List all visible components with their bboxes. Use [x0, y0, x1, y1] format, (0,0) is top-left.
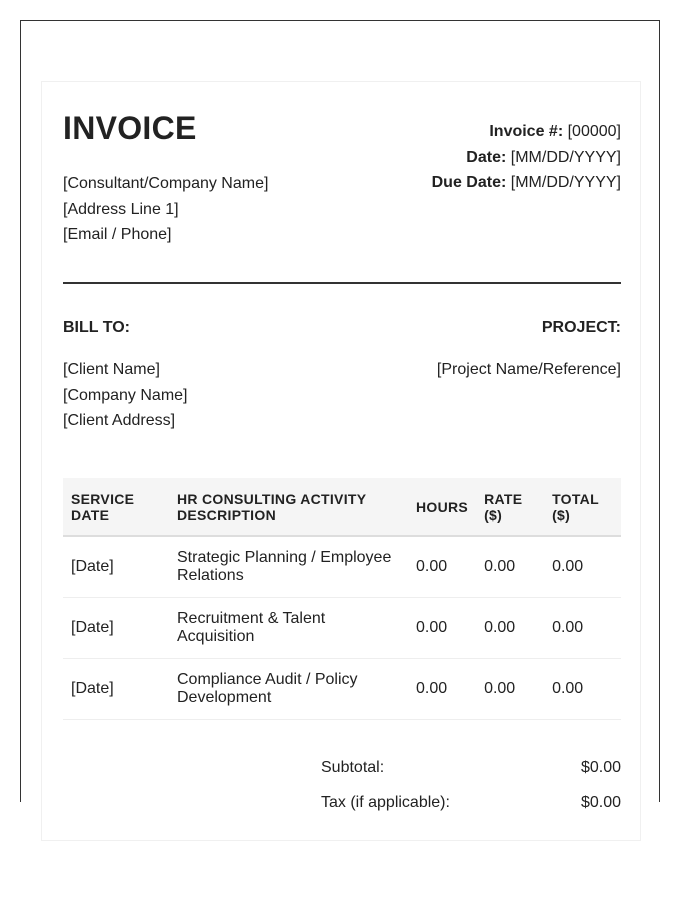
cell-date: [Date] [63, 659, 169, 720]
cell-date: [Date] [63, 536, 169, 598]
cell-rate: 0.00 [476, 659, 544, 720]
consultant-address: [Address Line 1] [63, 200, 179, 218]
cell-description: Compliance Audit / Policy Development [169, 659, 408, 720]
subtotal-label: Subtotal: [321, 759, 385, 776]
cell-date: [Date] [63, 598, 169, 659]
invoice-number-value: [00000] [567, 123, 621, 140]
tax-row [321, 793, 621, 828]
cell-description: Strategic Planning / Employee Relations [169, 536, 408, 598]
header-hours: HOURS [408, 478, 476, 536]
table-row [63, 598, 621, 659]
table-row [63, 659, 621, 720]
client-address: [Client Address] [63, 412, 176, 429]
header-rate: RATE ($) [476, 478, 544, 536]
invoice-sheet [41, 81, 641, 841]
client-name: [Client Name] [63, 361, 160, 378]
invoice-content [63, 108, 621, 811]
tax-value: $0.00 [580, 794, 621, 811]
header-total: TOTAL ($) [544, 478, 621, 536]
project-heading: PROJECT: [541, 319, 621, 336]
cell-rate: 0.00 [476, 598, 544, 659]
cell-hours: 0.00 [408, 659, 476, 720]
services-table [63, 478, 621, 720]
cell-total: 0.00 [544, 598, 621, 659]
header-service-date: SERVICE DATE [63, 478, 169, 536]
table-row [63, 536, 621, 598]
invoice-due-date [432, 170, 621, 196]
cell-total: 0.00 [544, 536, 621, 598]
cell-total: 0.00 [544, 659, 621, 720]
header-divider [63, 282, 621, 284]
consultant-name: [Consultant/Company Name] [63, 175, 269, 192]
invoice-number-label: Invoice #: [489, 123, 564, 140]
invoice-date [432, 145, 621, 171]
tax-label: Tax (if applicable): [321, 794, 450, 811]
table-header-row [63, 478, 621, 536]
cell-rate: 0.00 [476, 536, 544, 598]
client-company: [Company Name] [63, 386, 188, 404]
document-frame [20, 20, 660, 811]
invoice-meta [432, 119, 621, 196]
subtotal-row [321, 758, 621, 793]
bill-to-info [63, 357, 188, 434]
invoice-title: INVOICE [63, 110, 197, 146]
invoice-date-label: Date: [466, 148, 507, 166]
invoice-date-value: [MM/DD/YYYY] [510, 148, 621, 166]
bill-to-heading: BILL TO: [63, 319, 130, 336]
cell-description: Recruitment & Talent Acquisition [169, 598, 408, 659]
header-description: HR CONSULTING ACTIVITY DESCRIPTION [169, 478, 408, 536]
consultant-info [63, 171, 268, 248]
consultant-contact: [Email / Phone] [63, 226, 172, 243]
invoice-due-date-label: Due Date: [431, 174, 507, 191]
invoice-number [432, 119, 621, 145]
cell-hours: 0.00 [408, 598, 476, 659]
invoice-due-date-value: [MM/DD/YYYY] [510, 174, 621, 191]
totals-section [321, 758, 621, 828]
subtotal-value: $0.00 [580, 759, 621, 776]
cell-hours: 0.00 [408, 536, 476, 598]
project-reference: [Project Name/Reference] [436, 361, 621, 378]
